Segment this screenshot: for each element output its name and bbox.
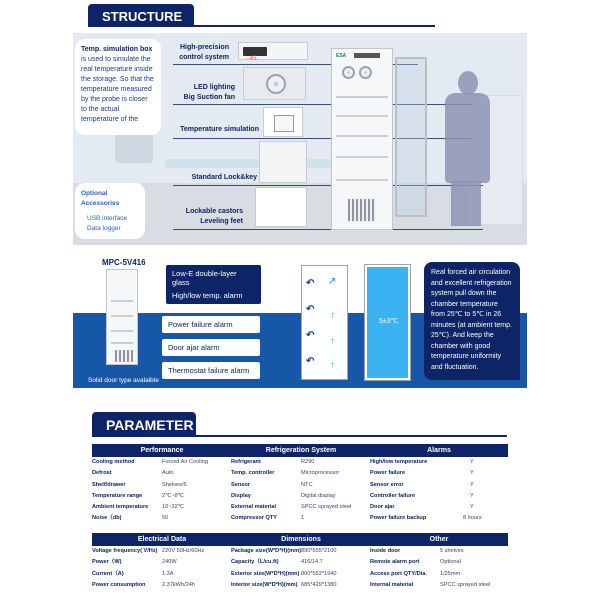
shelf [111, 342, 133, 344]
row-value: 220V 50Hz/60Hz [162, 548, 205, 554]
row-value: Digital display [301, 492, 336, 499]
row-key: External material [231, 504, 277, 511]
row-key: Power consumption [92, 581, 146, 588]
solid-door-note: Solid door type avalaible [88, 377, 159, 384]
label-lock-key: Standard Lock&key [191, 174, 257, 181]
table-row [92, 502, 232, 513]
shelf [336, 135, 388, 137]
table-row [370, 502, 508, 513]
airflow-arrow-icon: ↑ [330, 336, 335, 347]
accessory-item: USB interface [87, 215, 128, 222]
brand-logo: ESA [336, 53, 347, 59]
table-row [231, 557, 371, 568]
table-header: Refrigeration System [231, 444, 371, 457]
model-number: MPC-5V416 [102, 258, 146, 267]
row-key: Compressor QTY [231, 515, 278, 522]
row-value: Y [470, 459, 474, 465]
airflow-arrow-icon: ↶ [306, 278, 315, 289]
table-row [231, 513, 371, 524]
row-value: 685*429*1380 [301, 581, 337, 588]
note-line: temperature of the [81, 116, 139, 123]
simulation-box-thumbnail [263, 107, 303, 137]
row-value: NTC [301, 481, 313, 488]
table-row [370, 557, 508, 568]
row-value: 2℃~8℃ [162, 492, 185, 499]
row-value: Y [470, 504, 474, 511]
row-key: Voltage frequency( V/Hz) [92, 548, 158, 554]
scientist-silhouette-body [445, 93, 490, 183]
electrical-table [92, 533, 232, 591]
glass-door-refrigerator [106, 269, 138, 365]
row-key: Ambient temperature [92, 504, 149, 511]
shelf [336, 179, 388, 181]
row-value: 10~32℃ [162, 504, 184, 511]
shelf [111, 315, 133, 317]
leader-line [173, 138, 473, 139]
table-header: Performance [92, 444, 232, 457]
table-row [92, 491, 232, 502]
description-line: chamber with good [431, 342, 491, 350]
table-row [370, 480, 508, 491]
note-line: is used to simulate the [81, 56, 151, 63]
airflow-arrow-icon: ↗ [328, 276, 337, 287]
other-table [370, 533, 508, 591]
table-row [231, 580, 371, 591]
temp-simulation-note [75, 39, 161, 135]
table-row [92, 546, 232, 557]
optional-accessories-box [75, 183, 145, 239]
shelf [336, 156, 388, 158]
vent-grille [115, 350, 133, 362]
row-key: Interior size(W*D*H)(mm) [231, 581, 298, 588]
shelf [336, 115, 388, 117]
row-value: 2.37kWh/24h [162, 581, 195, 588]
row-value: 50 [162, 515, 169, 522]
fan-icon [359, 66, 372, 79]
row-key: Controller failure [370, 492, 416, 499]
note-line: to the actual [81, 106, 120, 113]
temperature-zone-diagram [365, 265, 410, 380]
row-key: Remote alarm port [370, 559, 420, 566]
fan-icon [342, 66, 355, 79]
label-castors-feet [173, 207, 243, 227]
row-key: Power（W) [92, 559, 122, 566]
table-header: Alarms [370, 444, 508, 457]
scientist-silhouette-head [458, 71, 478, 95]
row-value: 240W [162, 559, 177, 566]
simulation-box-icon [274, 115, 294, 132]
table-header: Other [370, 533, 508, 546]
airflow-arrow-icon: ↶ [306, 330, 315, 341]
shelf [111, 300, 133, 302]
table-row [231, 468, 371, 479]
row-key: Package size(W*D*H)(mm) [231, 548, 301, 554]
row-value: Y [470, 470, 474, 477]
row-key: Access port QTY/Dia. [370, 570, 427, 577]
airflow-arrow-icon: ↑ [330, 360, 335, 371]
label-line: Leveling feet [200, 218, 243, 225]
control-panel-thumbnail [238, 42, 308, 60]
note-title: Temp. simulation box [81, 46, 153, 53]
label-line: High-precision [179, 44, 229, 51]
row-value: 1/25mm [440, 570, 461, 577]
table-row [92, 569, 232, 580]
description-line: and excellent refrigeration [431, 279, 512, 287]
row-key: Exterior size(W*D*H)(mm) [231, 570, 300, 577]
airflow-diagram [301, 265, 348, 380]
note-line: the storage. So that the [81, 76, 154, 83]
row-value: 416/14.7 [301, 559, 323, 566]
table-row [231, 491, 371, 502]
structure-heading: STRUCTURE [88, 4, 194, 26]
row-key: Internal material [370, 581, 414, 588]
description-line: and fluctuation. [431, 363, 479, 371]
row-value: Forced Air Cooling [162, 459, 209, 465]
shelf [336, 96, 388, 98]
label-line: control system [179, 54, 229, 61]
table-row [92, 457, 232, 468]
table-row [370, 457, 508, 468]
note-line: temperature measured [81, 86, 152, 93]
row-key: Temperature range [92, 492, 143, 499]
fan-icon [266, 74, 286, 94]
air-circulation-description [424, 262, 520, 380]
lock-thumbnail [259, 141, 307, 183]
airflow-arrow-icon: ↶ [306, 304, 315, 315]
row-value: SPCC sprayed steel [301, 504, 352, 511]
label-line: Big Suction fan [183, 94, 235, 101]
accessory-item: Data logger [87, 225, 121, 232]
castor-thumbnail [255, 187, 307, 227]
exam-bed [165, 159, 335, 168]
dimensions-table [231, 533, 371, 591]
table-header: Dimensions [231, 533, 371, 546]
shelf [111, 330, 133, 332]
row-value: 5 shelves [440, 548, 464, 554]
description-line: from 25℃ to 5℃ in 26 [431, 311, 502, 318]
table-row [370, 546, 508, 557]
row-key: Current（A) [92, 570, 124, 577]
row-key: Refrigerant [231, 459, 261, 465]
table-row [370, 580, 508, 591]
label-control-system [169, 43, 229, 63]
description-line: 25℃). And keep the [431, 332, 494, 339]
table-row [92, 557, 232, 568]
airflow-arrow-icon: ↑ [330, 310, 335, 321]
row-value: Microprocessor [301, 470, 340, 477]
vent-grille [348, 199, 376, 221]
row-key: Capacity（L/cu.ft) [231, 559, 279, 566]
row-key: Sensor [231, 481, 250, 488]
table-header: Electrical Data [92, 533, 232, 546]
table-row [370, 569, 508, 580]
feature-door-ajar-alarm: Door ajar alarm [162, 339, 260, 356]
note-line: by the probe is closer [81, 96, 148, 103]
structure-heading-rule [88, 25, 435, 27]
row-key: Defrost [92, 470, 112, 477]
row-value: 890*655*2100 [301, 548, 337, 554]
refrigeration-table [231, 444, 371, 525]
display-digits: -45 [246, 55, 257, 62]
label-line: Lockable castors [185, 208, 243, 215]
leader-line [173, 185, 483, 186]
row-key: Inside door [370, 548, 401, 554]
row-value: Auto [162, 470, 174, 477]
table-row [92, 480, 232, 491]
table-row [231, 457, 371, 468]
feature-power-failure-alarm: Power failure alarm [162, 316, 260, 333]
description-line: Real forced air circulation [431, 269, 510, 276]
row-value: 1.3A [162, 570, 174, 577]
open-glass-door [395, 57, 427, 217]
label-temperature-simulation: Temperature simulation [180, 126, 259, 133]
row-key: Sensor error [370, 481, 404, 488]
description-line: chamber temperature [431, 300, 498, 308]
table-row [370, 513, 508, 524]
accessories-title: Optional Accessories [81, 190, 120, 207]
note-line: real temperature inside [81, 66, 153, 73]
table-row [231, 480, 371, 491]
row-value: Optional [440, 559, 461, 566]
table-row [92, 513, 232, 524]
parameter-heading-rule [92, 435, 507, 437]
feature-high-low-alarm: High/low temp. alarm [166, 287, 261, 304]
table-row [370, 491, 508, 502]
row-value: 1 [301, 515, 305, 522]
table-row [92, 580, 232, 591]
row-key: Shelf/drawer [92, 481, 126, 488]
row-key: Noise（db) [92, 515, 122, 522]
leader-line [173, 229, 483, 230]
description-line: system pull down the [431, 290, 497, 297]
label-led-fan [173, 83, 235, 103]
scientist-silhouette-legs [451, 181, 481, 226]
table-row [231, 502, 371, 513]
temperature-range-label: 5±3℃ [379, 318, 399, 325]
row-key: Door ajar [370, 504, 395, 511]
row-value: 8 hours [463, 515, 482, 522]
fan-thumbnail [243, 67, 306, 100]
performance-table [92, 444, 232, 525]
description-line: temperature uniformity [431, 353, 502, 360]
row-value: Y [470, 481, 474, 488]
row-value: SPCC sprayed steel [440, 581, 491, 588]
row-key: Cooling method [92, 459, 135, 465]
row-key: Temp. controller [231, 470, 275, 477]
label-line: LED lighting [193, 84, 235, 91]
row-value: 800*552*1940 [301, 570, 337, 577]
description-line: minutes (at ambient temp. [431, 321, 512, 329]
refrigerator-illustration [331, 48, 393, 230]
row-value: R290 [301, 459, 315, 465]
temperature-display [243, 47, 267, 62]
table-row [92, 468, 232, 479]
row-key: Power failure [370, 470, 406, 477]
row-value: Shelves/5 [162, 481, 187, 488]
row-key: Display [231, 492, 251, 499]
structure-panel [73, 33, 527, 245]
table-row [370, 468, 508, 479]
table-row [231, 546, 371, 557]
table-row [231, 569, 371, 580]
alarms-table [370, 444, 508, 525]
parameter-heading: PARAMETER [92, 412, 196, 436]
feature-thermostat-failure-alarm: Thermostat failure alarm [162, 362, 260, 379]
row-key: Power failure backup [370, 515, 427, 522]
row-key: High/low temperature [370, 459, 428, 465]
row-value: Y [470, 492, 474, 499]
airflow-arrow-icon: ↶ [306, 356, 315, 367]
feature-low-e-glass: Low-E double-layer glass [166, 265, 261, 291]
fridge-display [354, 53, 380, 58]
leader-line [173, 104, 473, 105]
